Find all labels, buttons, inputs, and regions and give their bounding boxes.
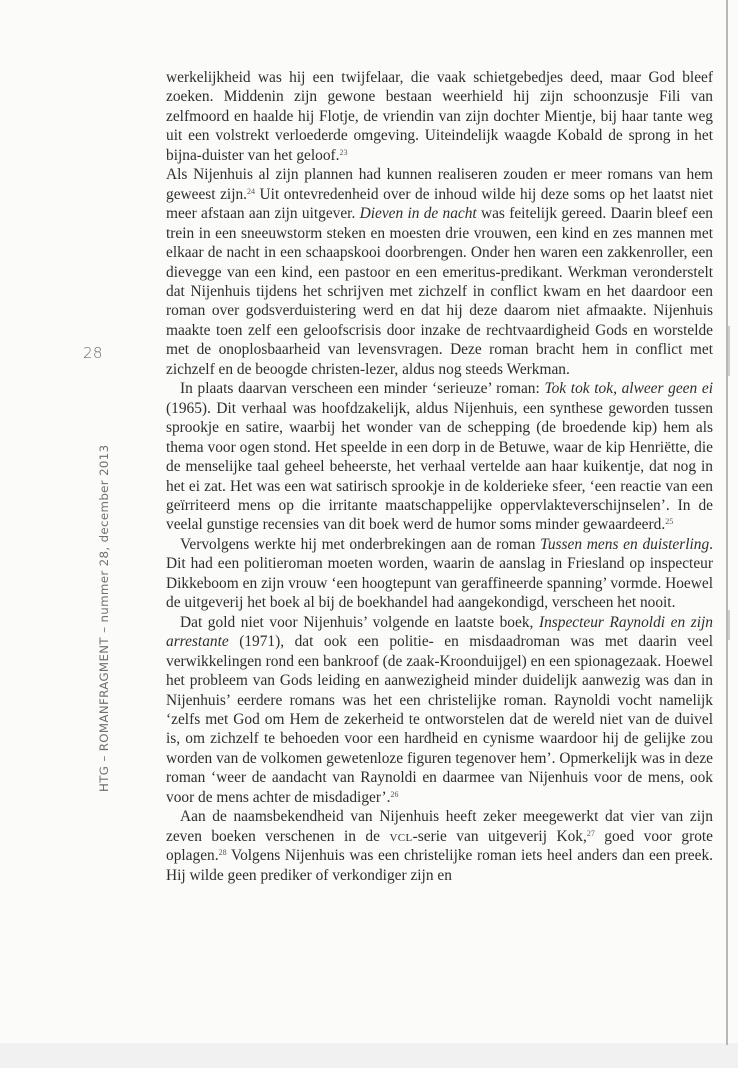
footnote-reference: 26 (390, 789, 399, 799)
book-title: Tok tok tok, alweer geen ei (544, 380, 713, 398)
footnote-reference: 24 (247, 186, 256, 196)
paragraph (166, 535, 713, 613)
footnote-reference: 28 (218, 848, 227, 858)
page-edge-mark (728, 326, 730, 376)
paragraph (166, 68, 713, 165)
scan-bottom-margin (0, 1043, 738, 1068)
paragraph-text: (1971), dat ook een politie- en misdaadroman was met daarin veel verwikkelingen rond een bankroof (de zaak-Kroonduijgel) en een spionagezaak. Hoewel het probleem van Gods leiding en aanwezigheid minder duidelijk aanwezig was dan in Nijenhuis’ eerdere romans was het een christelijke roman. Raynoldi vocht namelijk ‘zelfs met God om Hem de zekerheid te ontworstelen dat de wereld niet van de duivel is, om zichzelf te behoeden voor een hardheid en cynisme waardoor hij de gelijke zou worden van de volkomen gewetenloze figuren tegenover hem’. Opmerkelijk was in deze roman ‘weer de aandacht van Raynoldi en daarmee van Nijenhuis voor de mens, ook voor de mens achter de misdadiger’. (166, 633, 713, 806)
paragraph (166, 807, 713, 885)
running-head: HTG – ROMANFRAGMENT – nummer 28, december 2013 (97, 444, 111, 792)
page-edge-mark (728, 610, 730, 640)
paragraph-text: goed voor grote oplagen. (166, 827, 713, 865)
series-abbreviation: vcl (389, 827, 413, 845)
paragraph-text: . Dit had een politieroman moeten worden, waarin de aanslag in Friesland op inspecteur Dikkeboom en zijn vrouw ‘een hoogtepunt van geraffineerde spanning’ vormde. Hoewel de uitgeverij het boek al bij de boekhandel had aangekondigd, verscheen het nooit. (166, 535, 713, 612)
paragraph-text: (1965). Dit verhaal was hoofdzakelijk, aldus Nijenhuis, een synthese geworden tussen sprookje en satire, waarbij het wonder van de schepping (de broedende kip) hem als thema voor ogen stond. Het speelde in een dorp in de Betuwe, waar de kip Henriëtte, die de menselijke taal geheel beheerste, het verhaal vertelde aan haar kuikentje, dat nog in het ei zat. Het was een wat satirisch sprookje in de kolderieke sfeer, ‘een reactie van een geïrriteerd mens op die irritante maatschappelijke oppervlakteverschijnselen’. In de veelal gunstige recensies van dit boek werd de humor soms minder gewaardeerd. (166, 399, 713, 534)
book-title: Dieven in de nacht (359, 205, 477, 223)
paragraph-text: Vervolgens werkte hij met onderbrekingen aan de roman (180, 535, 541, 553)
footnote-reference: 27 (586, 828, 595, 838)
book-title: Inspecteur Raynoldi en zijn arrestante (166, 613, 713, 651)
body-text (166, 68, 713, 885)
paragraph-text: Dat gold niet voor Nijenhuis’ volgende en laatste boek, (180, 613, 539, 631)
page-edge-line (726, 0, 728, 1045)
paragraph-text: werkelijkheid was hij een twijfelaar, die vaak schietgebedjes deed, maar God bleef zoeken. Middenin zijn gewone bestaan weerhield hij zijn schoonzusje Fili van zelfmoord en haalde hij Flotje, de vriendin van zijn dochter Mientje, bij haar tante weg uit een volstrekt verloederde omgeving. Uiteindelijk waagde Kobald de sprong in het bijna-duister van het geloof. (166, 69, 713, 164)
paragraph-text: Aan de naamsbekendheid van Nijenhuis heeft zeker meegewerkt dat vier van zijn zeven boeken verschenen in de (166, 808, 713, 845)
paragraph (166, 613, 713, 808)
paragraph (166, 379, 713, 535)
paragraph-text: Volgens Nijenhuis was een christelijke roman iets heel anders dan een preek. Hij wilde geen prediker of verkondiger zijn en (166, 847, 713, 884)
paragraph-text: In plaats daarvan verscheen een minder ‘serieuze’ roman: (180, 380, 545, 398)
paragraph (166, 165, 713, 379)
paragraph-text: Als Nijenhuis al zijn plannen had kunnen realiseren zouden er meer romans van hem geweest zijn. (166, 166, 713, 203)
page-number: 28 (83, 344, 103, 362)
paragraph-text: -serie van uitgeverij Kok, (412, 827, 587, 845)
paragraph-text: was feitelijk gereed. Daarin bleef een trein in een sneeuwstorm steken en moesten drie vrouwen, een kind en zes mannen met elkaar de nacht in een schaapskooi doorbrengen. Onder hen waren een zakkenroller, een dievegge van een kind, een pastoor en een emeritus-predikant. Werkman veronderstelt dat Nijenhuis tijdens het schrijven met zichzelf in conflict kwam en het daardoor een roman over godsverduistering werd en dat hij deze daarom niet afmaakte. Nijenhuis maakte toen zelf een geloofscrisis door inzake de rechtvaardigheid Gods en worstelde met de onoplosbaarheid van levensvragen. Deze roman bracht hem in conflict met zichzelf en de beoogde christen-lezer, aldus nog steeds Werkman. (166, 205, 714, 378)
paragraph-text: Uit ontevredenheid over de inhoud wilde hij deze soms op het laatst niet meer afstaan aan zijn uitgever. (166, 185, 714, 223)
footnote-reference: 25 (665, 517, 674, 527)
footnote-reference: 23 (339, 147, 348, 157)
book-title: Tussen mens en duisterling (540, 535, 710, 553)
